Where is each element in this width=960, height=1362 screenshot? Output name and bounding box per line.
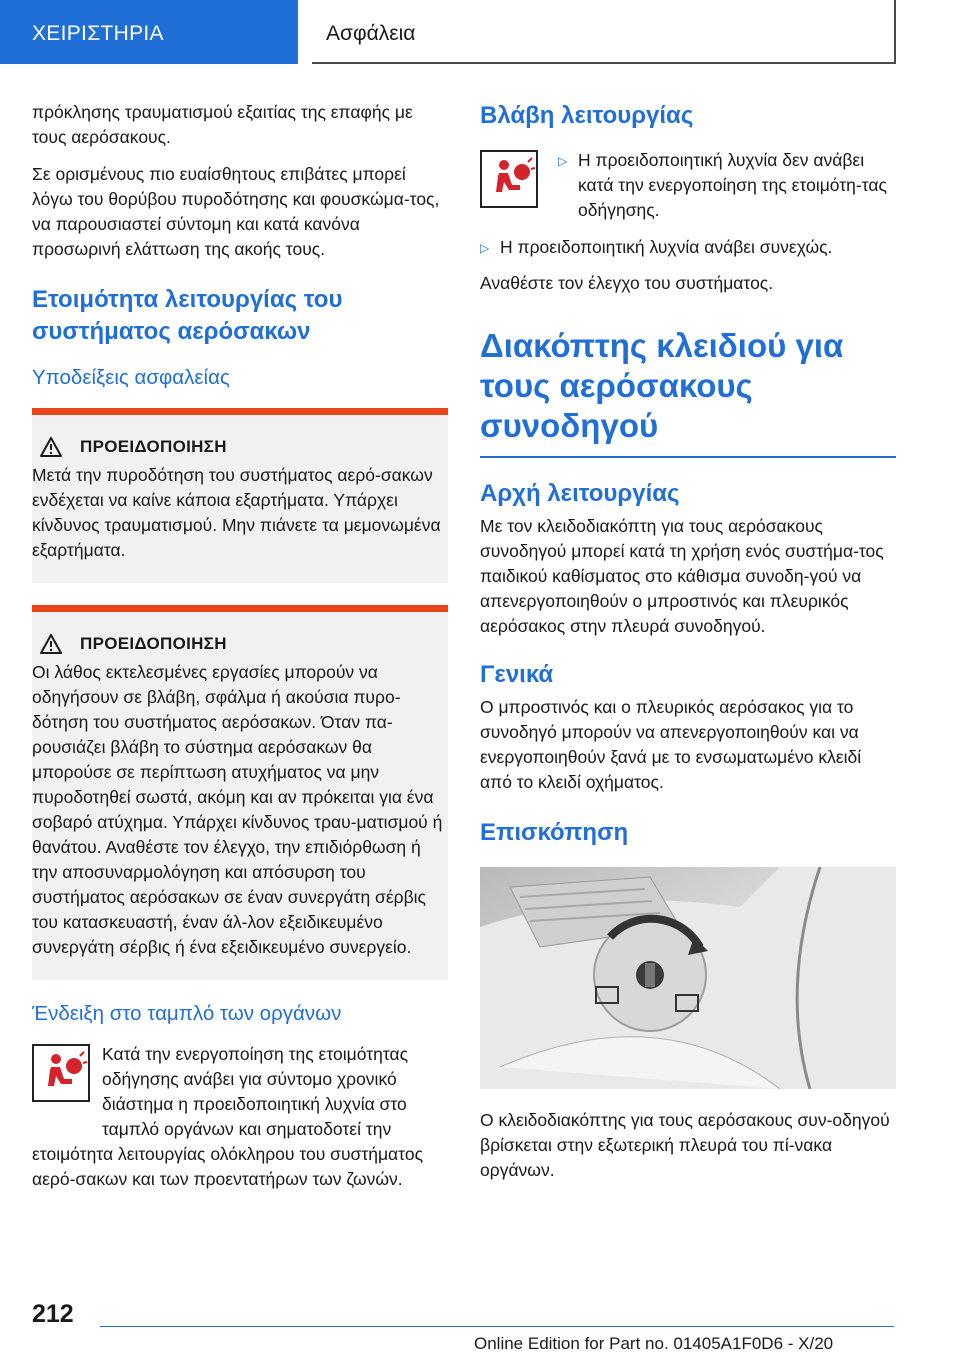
- paragraph: Αναθέστε τον έλεγχο του συστήματος.: [480, 273, 774, 293]
- heading-fault: Βλάβη λειτουργίας: [480, 102, 694, 129]
- heading-overview: Επισκόπηση: [480, 819, 629, 846]
- warning-box: [32, 408, 448, 583]
- page-number: 212: [32, 1300, 74, 1328]
- list-item-text: Η προειδοποιητική λυχνία ανάβει συνεχώς.: [500, 237, 833, 257]
- header-section-tab: [0, 0, 298, 64]
- warning-header: [32, 437, 448, 457]
- paragraph: Ο κλειδοδιακόπτης για τους αερόσακους συν-οδηγού βρίσκεται στην εξωτερική πλευρά του πί-νακα οργάνων.: [480, 1110, 890, 1180]
- triangle-bullet-icon: ▷: [480, 241, 490, 255]
- paragraph-display: [32, 1042, 448, 1192]
- heading-principle: Αρχή λειτουργίας: [480, 480, 680, 507]
- heading-key-switch: Διακόπτης κλειδιού για τους αερόσακους συνοδηγού: [480, 327, 844, 444]
- list-item: [558, 148, 896, 223]
- airbag-warning-light-icon: [480, 150, 538, 208]
- list-item: [480, 235, 896, 261]
- warning-triangle-icon: [40, 634, 62, 654]
- header-chapter-label: Ασφάλεια: [326, 22, 416, 45]
- warning-triangle-icon: [40, 437, 62, 457]
- airbag-warning-light-icon: [32, 1044, 90, 1102]
- warning-text: Οι λάθος εκτελεσμένες εργασίες μπορούν να οδηγήσουν σε βλάβη, σφάλμα ή ακούσια πυρο-δότηση του συστήματος αερόσακων. Όταν πα-ρουσιάζει βλάβη το σύστημα αερόσακων θα μπορούσε σε περίπτωση ατυχήματος να μην πυροδοτηθεί σωστά, ακόμη και αν πρόκειται για ένα σοβαρό ατύχημα. Υπάρχει κίνδυνος τραυ-ματισμού ή θανάτου. Αναθέστε τον έλεγχο, την επιδιόρθωση ή την αποσυναρμολόγηση και απόσυρση του συστήματος αερόσακων σε έναν συνεργάτη σέρβις του κατασκευαστή, έναν άλ-λον εξειδικευμένο συνεργάτη σέρβις ή ένα εξειδικευμένο συνεργείο.: [32, 662, 443, 957]
- header-section-label: ΧΕΙΡΙΣΤΗΡΙΑ: [32, 22, 164, 45]
- heading-safety-notes: Υποδείξεις ασφαλείας: [32, 366, 230, 389]
- warning-header: [32, 634, 448, 654]
- left-column: [32, 100, 448, 1204]
- footer-divider: [100, 1326, 894, 1327]
- key-switch-photo: [480, 867, 896, 1089]
- warning-title: ΠΡΟΕΙΔΟΠΟΙΗΣΗ: [80, 634, 227, 653]
- warning-box: [32, 605, 448, 980]
- triangle-bullet-icon: ▷: [558, 154, 568, 168]
- warning-title: ΠΡΟΕΙΔΟΠΟΙΗΣΗ: [80, 437, 227, 456]
- list-item-text: Η προειδοποιητική λυχνία δεν ανάβει κατά την ενεργοποίηση της ετοιμότη-τας οδήγησης.: [578, 150, 887, 220]
- paragraph: Σε ορισμένους πιο ευαίσθητους επιβάτες μπορεί λόγω του θορύβου πυροδότησης και φουσκώμα-τος, να παρουσιαστεί σύντομη και κατά κανόνα προσωρινή ελάττωση της ακοής τους.: [32, 164, 440, 259]
- paragraph: Ο μπροστινός και ο πλευρικός αερόσακος για το συνοδηγό μπορούν να απενεργοποιηθούν και να ενεργοποιηθούν ξανά με το ενσωματωμένο κλειδί από το κλειδί οχήματος.: [480, 697, 862, 792]
- heading-general: Γενικά: [480, 661, 554, 688]
- right-column: [480, 100, 896, 1195]
- display-text: Κατά την ενεργοποίηση της ετοιμότητας οδήγησης ανάβει για σύντομο χρονικό διάστημα η προειδοποιητική λυχνία στο ταμπλό οργάνων και σηματοδοτεί την ετοιμότητα λειτουργίας ολόκληρου του συστήματος αερό-σακων και των προεντατήρων των ζωνών.: [32, 1044, 424, 1189]
- divider: [480, 456, 896, 458]
- heading-readiness: Ετοιμότητα λειτουργίας του συστήματος αερόσακων: [32, 286, 343, 345]
- paragraph: πρόκλησης τραυματισμού εξαιτίας της επαφής με τους αερόσακους.: [32, 102, 413, 147]
- paragraph: Με τον κλειδοδιακόπτη για τους αερόσακους συνοδηγού μπορεί κατά τη χρήση ενός συστήμα-τος παιδικού καθίσματος στο κάθισμα συνοδη-γού να απενεργοποιηθούν ο μπροστινός και πλευρικός αερόσακος στην πλευρά συνοδηγού.: [480, 516, 884, 636]
- footer-edition: Online Edition for Part no. 01405A1F0D6 - X/20: [474, 1334, 834, 1353]
- heading-instrument-display: Ένδειξη στο ταμπλό των οργάνων: [32, 1002, 342, 1025]
- warning-text: Μετά την πυροδότηση του συστήματος αερό-σακων ενδέχεται να καίνε κάποια εξαρτήματα. Υπάρχει κίνδυνος τραυματισμού. Μην πιάνετε τα μεμονωμένα εξαρτήματα.: [32, 465, 441, 560]
- header-chapter-tab: [312, 0, 896, 64]
